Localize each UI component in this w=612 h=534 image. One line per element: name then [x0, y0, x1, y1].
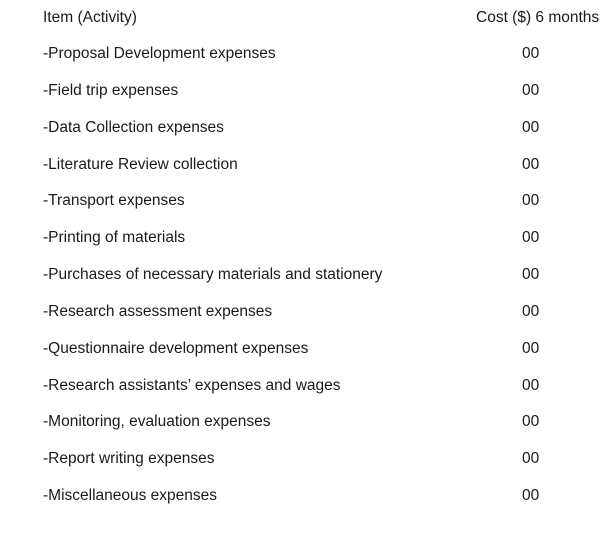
table-row — [0, 257, 612, 294]
item-name: -Proposal Development expenses — [43, 45, 276, 62]
item-name: -Report writing expenses — [43, 450, 215, 468]
table-row — [0, 294, 612, 331]
item-cost: 00 — [522, 450, 540, 468]
item-cost: 00 — [522, 339, 540, 357]
item-cost: 00 — [522, 45, 540, 62]
item-cost: 00 — [522, 302, 540, 320]
item-cost: 00 — [522, 413, 540, 431]
item-cost: 00 — [522, 487, 540, 505]
item-name: -Field trip expenses — [43, 81, 179, 99]
item-cost: 00 — [522, 229, 540, 247]
item-cost: 00 — [522, 376, 540, 394]
item-name: -Questionnaire development expenses — [43, 339, 309, 357]
table-row — [0, 110, 612, 147]
item-name: -Monitoring, evaluation expenses — [43, 413, 271, 431]
item-name: -Research assessment expenses — [43, 302, 273, 320]
table-row — [0, 331, 612, 368]
table-row — [0, 478, 612, 515]
table-row — [0, 147, 612, 184]
item-name: -Research assistants’ expenses and wages — [43, 376, 341, 394]
item-name: -Miscellaneous expenses — [43, 487, 218, 505]
item-cost: 00 — [522, 118, 540, 136]
table-row — [0, 183, 612, 220]
table-row — [0, 220, 612, 257]
table-row — [0, 36, 612, 73]
item-cost: 00 — [522, 266, 540, 284]
item-name: -Literature Review collection — [43, 155, 238, 173]
table-row — [0, 441, 612, 478]
cost-column-header: Cost ($) 6 months — [476, 9, 600, 26]
table-row — [0, 73, 612, 110]
item-cost: 00 — [522, 81, 540, 99]
item-name: -Printing of materials — [43, 229, 186, 247]
table-header-row — [0, 0, 612, 36]
item-name: -Transport expenses — [43, 192, 185, 210]
table-row — [0, 368, 612, 405]
item-column-header: Item (Activity) — [43, 9, 137, 26]
item-cost: 00 — [522, 192, 540, 210]
item-name: -Purchases of necessary materials and stationery — [43, 266, 383, 284]
item-cost: 00 — [522, 155, 540, 173]
table-row — [0, 404, 612, 441]
item-name: -Data Collection expenses — [43, 118, 224, 136]
